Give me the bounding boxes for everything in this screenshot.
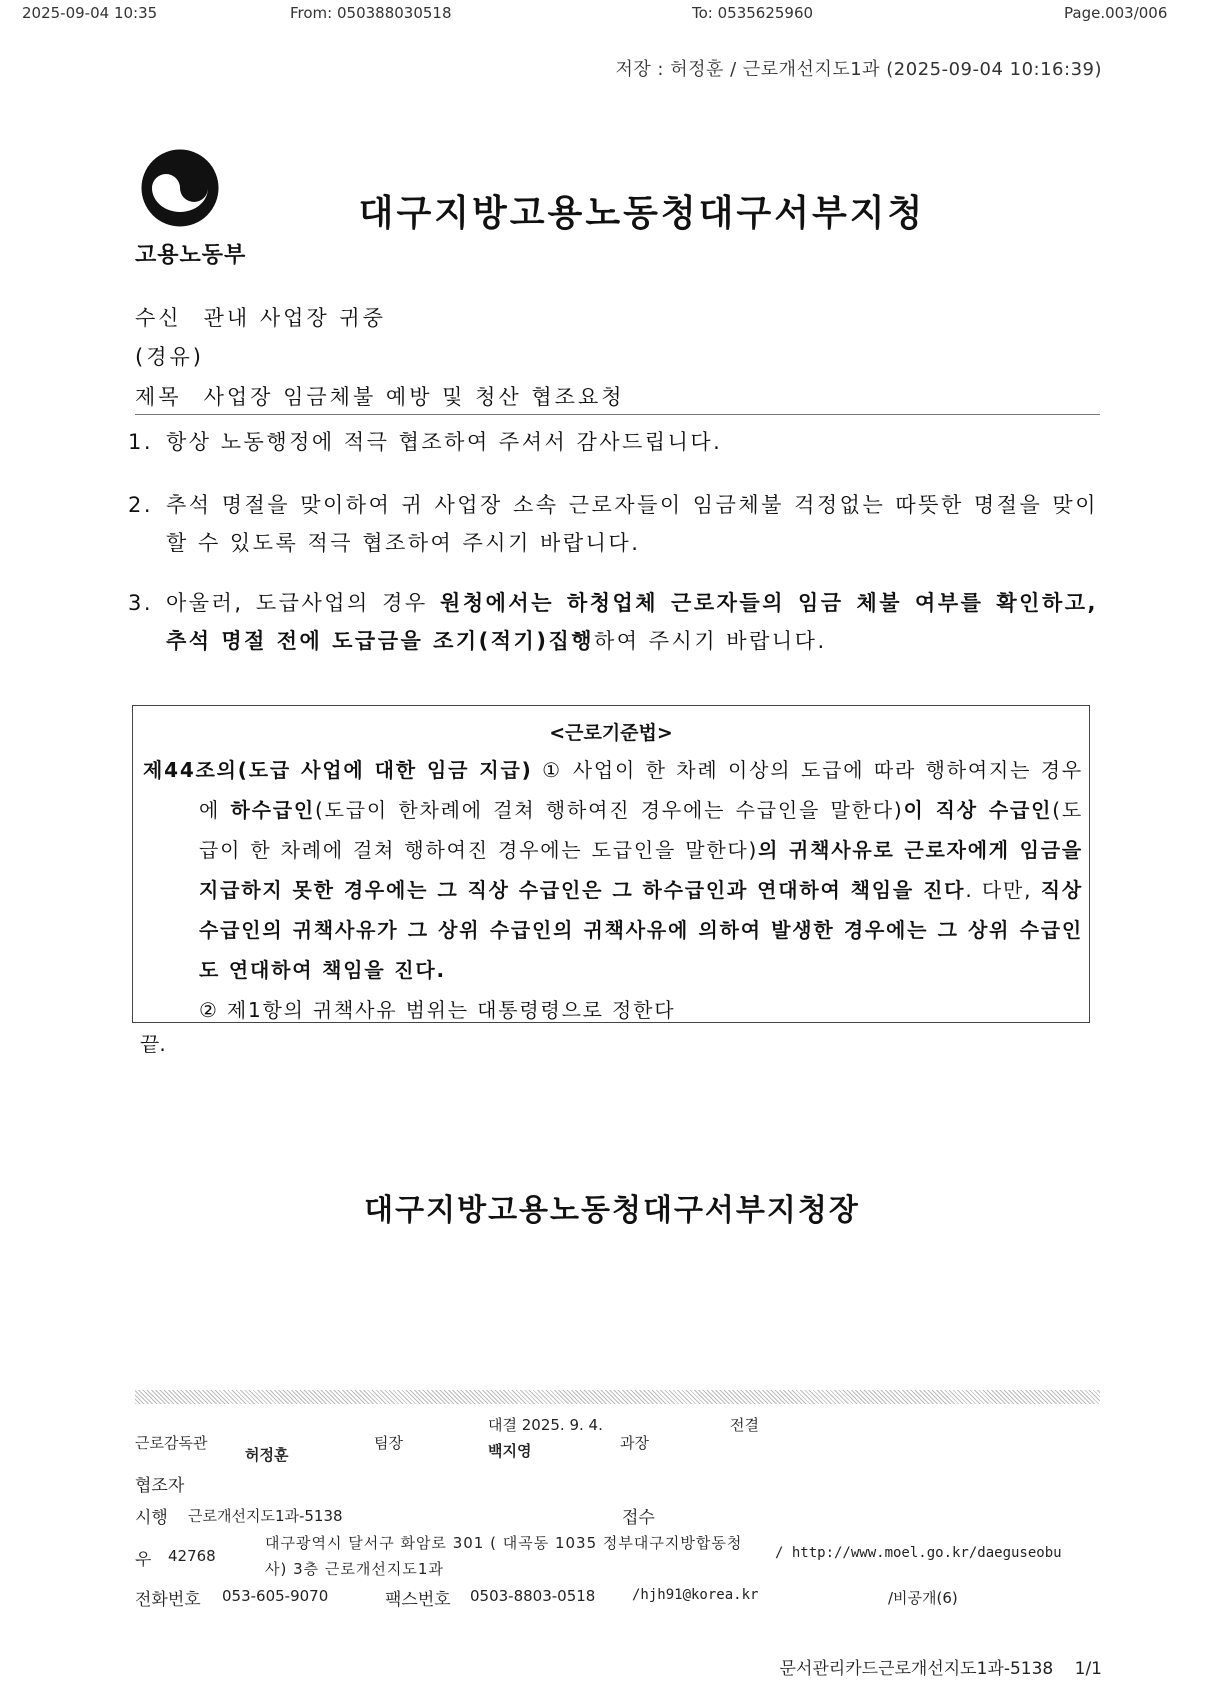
- doc-card-footer: [780, 1654, 1102, 1679]
- law-clause-2: ② 제1항의 귀책사유 범위는 대통령령으로 정한다: [199, 998, 676, 1022]
- recipient-value: 관내 사업장 귀중: [203, 306, 386, 330]
- postal-label: 우: [135, 1550, 152, 1570]
- item-number: 1.: [128, 430, 154, 454]
- law-text-bold: 하수급인: [230, 798, 316, 822]
- body-item-2: [128, 486, 1098, 562]
- fax-datetime: 2025-09-04 10:35: [22, 4, 158, 22]
- article-title: 제44조의(도급 사업에 대한 임금 지급): [143, 758, 533, 782]
- law-article-body: [143, 750, 1083, 1030]
- postal-code: 42768: [168, 1547, 216, 1565]
- enforce-label: 시행: [135, 1508, 168, 1528]
- address-line-1: 대구광역시 달서구 화암로 301 ( 대곡동 1035 정부대구지방합동청: [265, 1534, 743, 1552]
- fax-value: 0503-8803-0518: [470, 1587, 596, 1605]
- item-text-c: 하여 주시기 바랍니다.: [594, 629, 827, 653]
- subject-value: 사업장 임금체불 예방 및 청산 협조요청: [203, 385, 625, 409]
- law-text-bold: 이 직상 수급인: [903, 798, 1053, 822]
- jeon-gyeol: 전결: [730, 1416, 759, 1434]
- signatory: 대구지방고용노동청대구서부지청장: [364, 1193, 860, 1228]
- cooperator-label: 협조자: [135, 1476, 185, 1496]
- fax-from: From: 050388030518: [290, 4, 452, 22]
- law-text: . 다만,: [965, 878, 1041, 902]
- decision-name: 백지영: [488, 1442, 532, 1460]
- law-clause-1: [143, 750, 1083, 990]
- enforce-value: 근로개선지도1과-5138: [188, 1507, 343, 1525]
- email: /hjh91@korea.kr: [632, 1587, 759, 1603]
- item-number: 2.: [128, 493, 154, 517]
- end-mark: 끝.: [140, 1032, 166, 1056]
- subject-line: [135, 381, 625, 411]
- recipient-line: [135, 302, 386, 332]
- law-heading: <근로기준법>: [549, 722, 673, 744]
- body-item-3: [128, 584, 1098, 660]
- law-text: (도급이 한차례에 걸쳐 행하여진 경우에는 수급인을 말한다): [315, 798, 904, 822]
- labor-standards-act-box: [132, 705, 1090, 1023]
- inspector-name: 허정훈: [245, 1446, 289, 1464]
- address-line-2: 사) 3층 근로개선지도1과: [265, 1560, 444, 1578]
- receive-label: 접수: [622, 1508, 655, 1528]
- website-url: / http://www.moel.go.kr/daeguseobu: [775, 1545, 1062, 1561]
- director-label: 과장: [620, 1434, 649, 1452]
- footer-separator: [135, 1390, 1100, 1404]
- body-item-1: [128, 423, 1098, 461]
- team-leader-label: 팀장: [374, 1434, 403, 1452]
- organization-title: 대구지방고용노동청대구서부지청: [358, 193, 926, 234]
- item-number: 3.: [128, 591, 154, 615]
- law-text: (도급이 한 차례에 걸쳐 행하여진 경우에는 도급인을 말한다): [199, 798, 1084, 862]
- subject-label: 제목: [135, 385, 182, 409]
- inspector-label: 근로감독관: [135, 1434, 208, 1452]
- save-note: 저장 : 허정훈 / 근로개선지도1과 (2025-09-04 10:16:39): [615, 59, 1102, 80]
- fax-to: To: 0535625960: [692, 4, 814, 22]
- law-text: ① 사업이 한 차례 이상의 도급에 따라 행하여지는 경우에: [199, 758, 1084, 822]
- law-text-bold: 의 귀책사유로 근로자에게 임금을 지급하지 못한 경우에는 그 직상 수급인은 그 하수급인과 연대하여 책임을 진다: [199, 838, 1084, 902]
- item-text-emphasis: 원청에서는 하청업체 근로자들의 임금 체불 여부를 확인하고, 추석 명절 전에 도급금을 조기(적기)집행: [166, 591, 1098, 653]
- via-line: (경유): [135, 345, 204, 369]
- item-text: 추석 명절을 맞이하여 귀 사업장 소속 근로자들이 임금체불 걱정없는 따뜻한 명절을 맞이할 수 있도록 적극 협조하여 주시기 바랍니다.: [166, 493, 1098, 555]
- fax-page: Page.003/006: [1064, 4, 1168, 22]
- doc-card-id: 문서관리카드근로개선지도1과-5138: [779, 1659, 1054, 1679]
- phone-value: 053-605-9070: [222, 1587, 329, 1605]
- item-text: 항상 노동행정에 적극 협조하여 주셔서 감사드립니다.: [166, 430, 723, 454]
- law-text-bold: 직상 수급인의 귀책사유가 그 상위 수급인의 귀책사유에 의하여 발생한 경우에는 그 상위 수급인도 연대하여 책임을 진다.: [199, 878, 1083, 982]
- doc-card-page: 1/1: [1074, 1659, 1102, 1679]
- disclosure: /비공개(6): [888, 1589, 958, 1607]
- phone-label: 전화번호: [135, 1590, 201, 1610]
- fax-label: 팩스번호: [385, 1590, 451, 1610]
- divider: [135, 414, 1100, 415]
- decision-date: 대결 2025. 9. 4.: [488, 1416, 603, 1434]
- ministry-name: 고용노동부: [135, 243, 247, 268]
- recipient-label: 수신: [135, 306, 182, 330]
- item-text-a: 아울러, 도급사업의 경우: [166, 591, 441, 615]
